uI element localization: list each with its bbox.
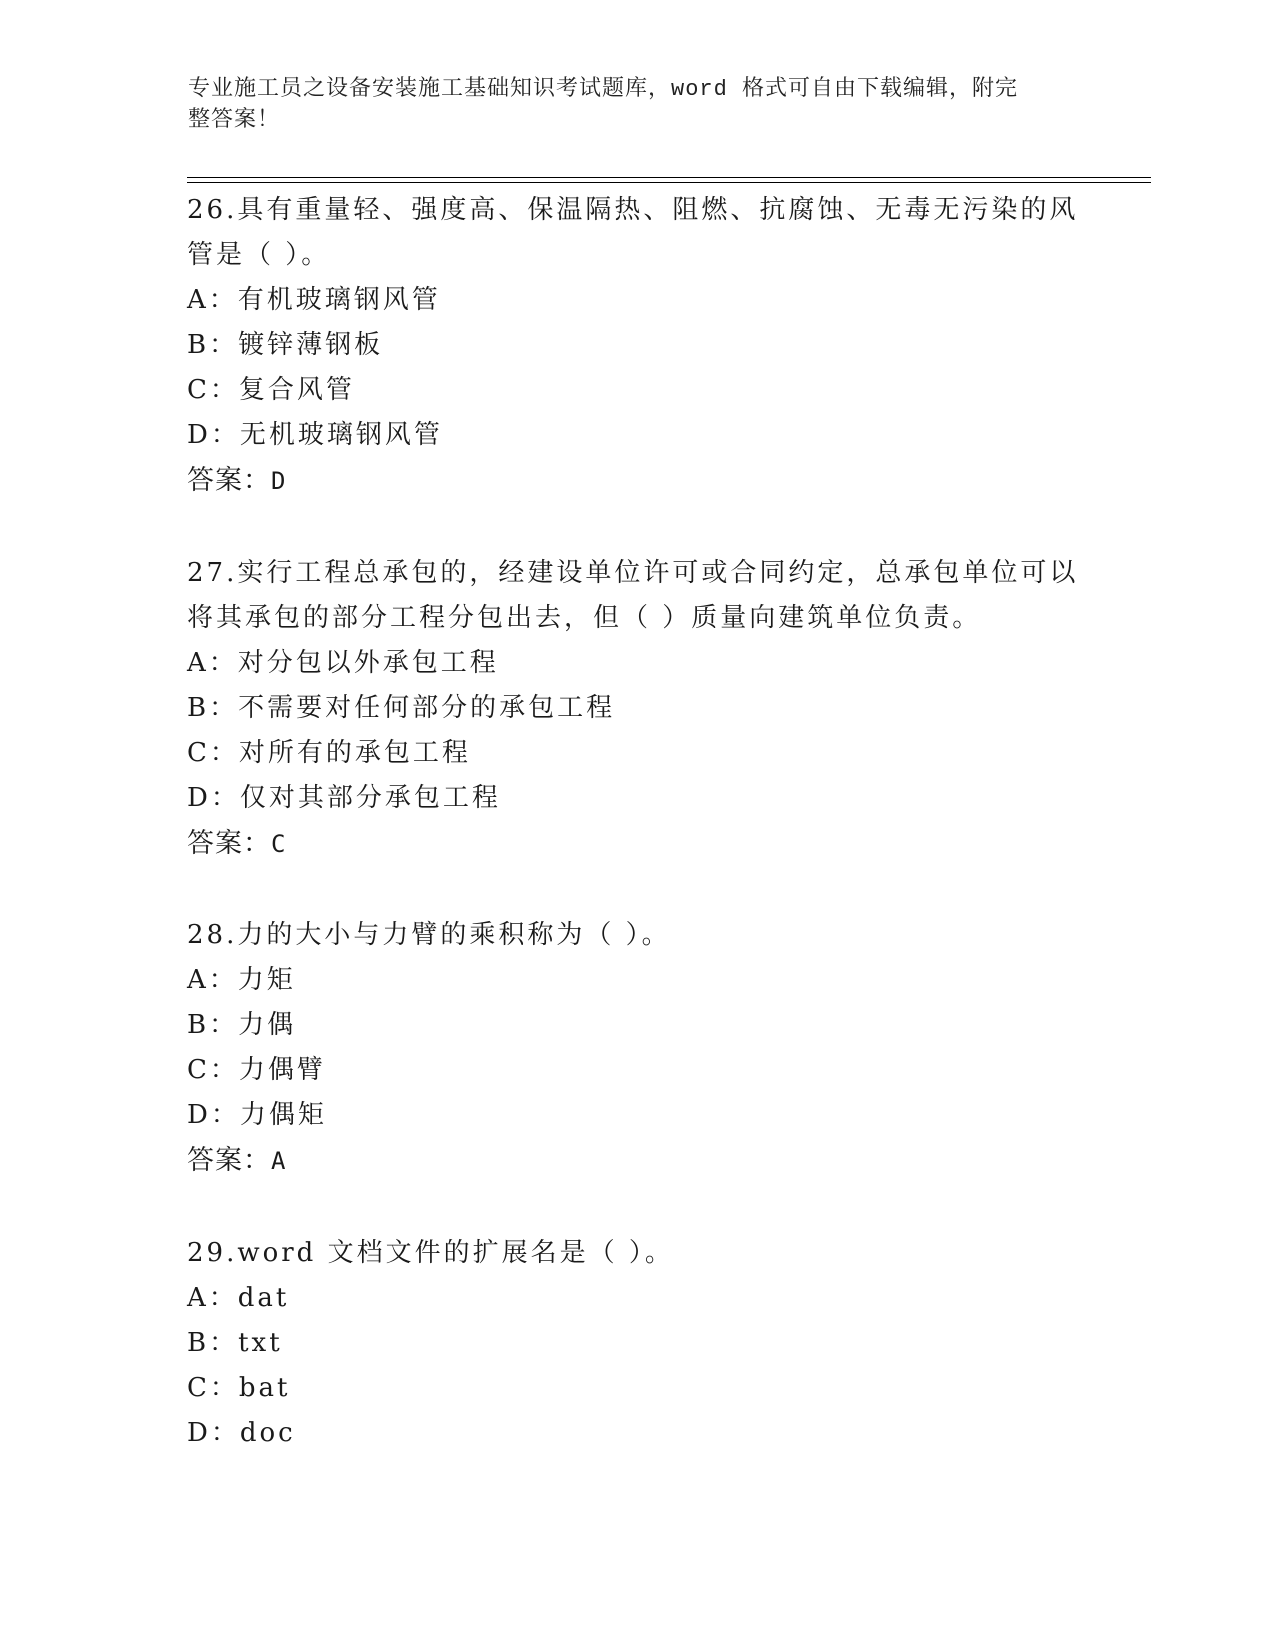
option-c: C：力偶臂 — [187, 1055, 326, 1085]
option-b: B：镀锌薄钢板 — [187, 330, 384, 360]
answer-value: D — [271, 467, 287, 495]
option-d: D：力偶矩 — [187, 1100, 327, 1130]
option-b: B：txt — [187, 1328, 283, 1358]
option-c: C：bat — [187, 1373, 291, 1403]
answer-line — [187, 821, 1087, 867]
option-d: D：doc — [187, 1418, 296, 1448]
header-divider-top — [187, 177, 1151, 178]
answer-value: C — [271, 830, 287, 858]
answer-value: A — [271, 1147, 287, 1175]
question-stem-line-2: 管是（ ）。 — [187, 240, 331, 270]
question-stem-line-1: 29.word 文档文件的扩展名是（ ）。 — [187, 1238, 674, 1268]
question-stem-line-1: 26.具有重量轻、强度高、保温隔热、阻燃、抗腐蚀、无毒无污染的风 — [187, 195, 1079, 225]
option-a: A：对分包以外承包工程 — [187, 648, 499, 678]
question-stem-line-2: 将其承包的部分工程分包出去，但（ ）质量向建筑单位负责。 — [187, 603, 982, 633]
option-b: B：不需要对任何部分的承包工程 — [187, 693, 616, 723]
option-a: A：dat — [187, 1283, 290, 1313]
option-a: A：力矩 — [187, 965, 296, 995]
header-line-1: 专业施工员之设备安装施工基础知识考试题库，word 格式可自由下载编辑，附完 — [188, 77, 1019, 102]
option-d: D：无机玻璃钢风管 — [187, 420, 443, 450]
option-b: B：力偶 — [187, 1010, 297, 1040]
answer-label: 答案： — [187, 828, 271, 859]
header-line-2: 整答案！ — [188, 108, 281, 133]
option-d: D：仅对其部分承包工程 — [187, 783, 501, 813]
question-stem-line-1: 27.实行工程总承包的，经建设单位许可或合同约定，总承包单位可以 — [187, 558, 1079, 588]
question-27 — [187, 551, 1087, 867]
question-29 — [187, 1231, 1087, 1456]
question-28 — [187, 913, 1087, 1184]
option-c: C：对所有的承包工程 — [187, 738, 471, 768]
document-header — [188, 74, 1068, 136]
answer-label: 答案： — [187, 465, 271, 496]
option-a: A：有机玻璃钢风管 — [187, 285, 441, 315]
question-26 — [187, 188, 1087, 504]
header-divider-bottom — [187, 182, 1151, 183]
answer-label: 答案： — [187, 1145, 271, 1176]
answer-line — [187, 458, 1087, 504]
option-c: C：复合风管 — [187, 375, 355, 405]
answer-line — [187, 1138, 1087, 1184]
question-stem-line-1: 28.力的大小与力臂的乘积称为（ ）。 — [187, 920, 671, 950]
